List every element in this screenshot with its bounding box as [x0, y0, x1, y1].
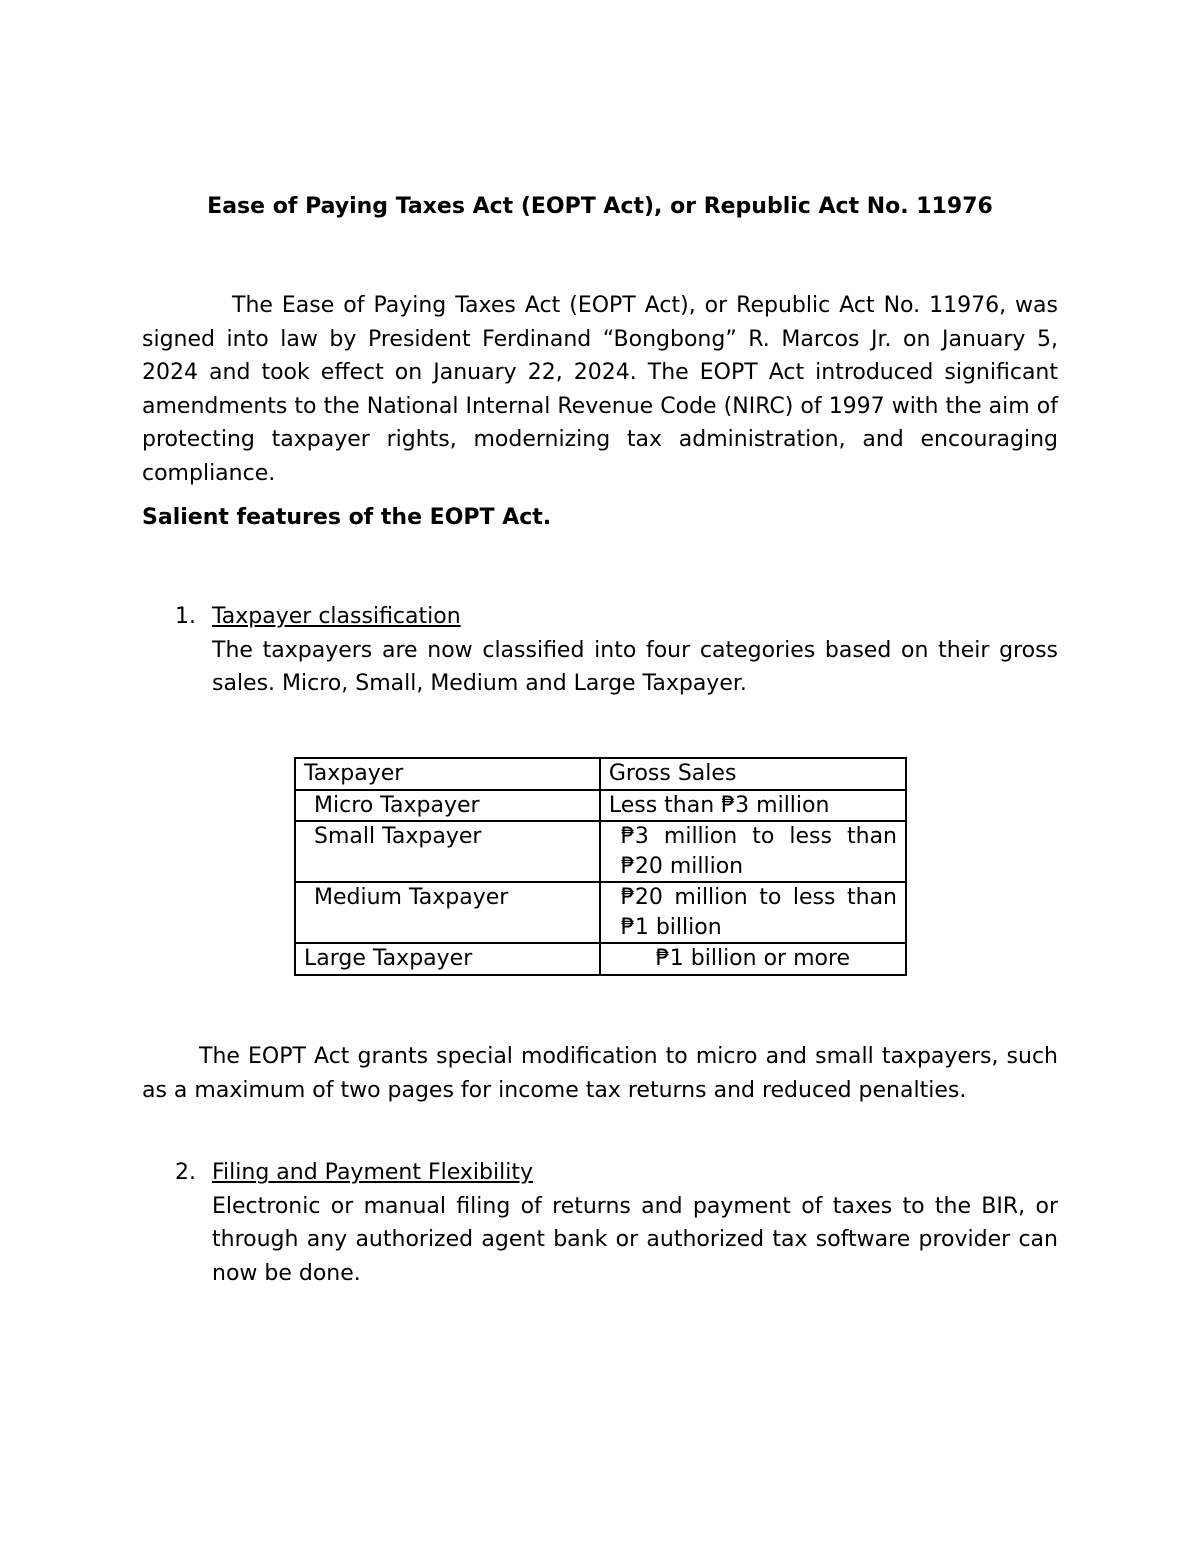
table-cell-gross-sales: ₱3 million to less than ₱20 million [600, 821, 906, 882]
table-row [295, 882, 906, 943]
table-header-gross-sales: Gross Sales [600, 758, 906, 790]
table-row [295, 790, 906, 822]
list-item-number: 1. [175, 604, 196, 629]
list-item-text: Electronic or manual filing of returns and payment of taxes to the BIR, or through any authorized agent bank or authorized tax software provider can now be done. [212, 1193, 1058, 1286]
list-item-heading: Filing and Payment Flexibility [212, 1160, 533, 1185]
table-row [295, 821, 906, 882]
table-cell-taxpayer: Medium Taxpayer [295, 882, 600, 943]
list-item-filing-payment [142, 1156, 1058, 1290]
list-item-text: The taxpayers are now classified into four categories based on their gross sales. Micro, Small, Medium and Large Taxpayer. [212, 637, 1058, 696]
table-header-taxpayer: Taxpayer [295, 758, 600, 790]
document-title: Ease of Paying Taxes Act (EOPT Act), or Republic Act No. 11976 [207, 194, 993, 219]
table-cell-gross-sales: Less than ₱3 million [600, 790, 906, 822]
table-cell-gross-sales: ₱1 billion or more [600, 943, 906, 975]
features-heading: Salient features of the EOPT Act. [142, 505, 552, 530]
table-row [295, 943, 906, 975]
list-item-heading: Taxpayer classification [212, 604, 461, 629]
list-item-taxpayer-classification [142, 600, 1058, 701]
table-cell-gross-sales: ₱20 million to less than ₱1 billion [600, 882, 906, 943]
table-cell-taxpayer: Large Taxpayer [295, 943, 600, 975]
modification-paragraph: The EOPT Act grants special modification to micro and small taxpayers, such as a maximum of two pages for income tax returns and reduced penalties. [142, 1044, 1058, 1103]
intro-paragraph: The Ease of Paying Taxes Act (EOPT Act), or Republic Act No. 11976, was signed into law by President Ferdinand “Bongbong” R. Marcos Jr. on January 5, 2024 and took effect on January 22, 2024. The EOPT Act introduced significant amendments to the National Internal Revenue Code (NIRC) of 1997 with the aim of protecting taxpayer rights, modernizing tax administration, and encouraging compliance. [142, 293, 1058, 486]
table-cell-taxpayer: Micro Taxpayer [295, 790, 600, 822]
table-header-row [295, 758, 906, 790]
taxpayer-classification-table [294, 757, 907, 976]
table-cell-taxpayer: Small Taxpayer [295, 821, 600, 882]
list-item-number: 2. [175, 1160, 196, 1185]
